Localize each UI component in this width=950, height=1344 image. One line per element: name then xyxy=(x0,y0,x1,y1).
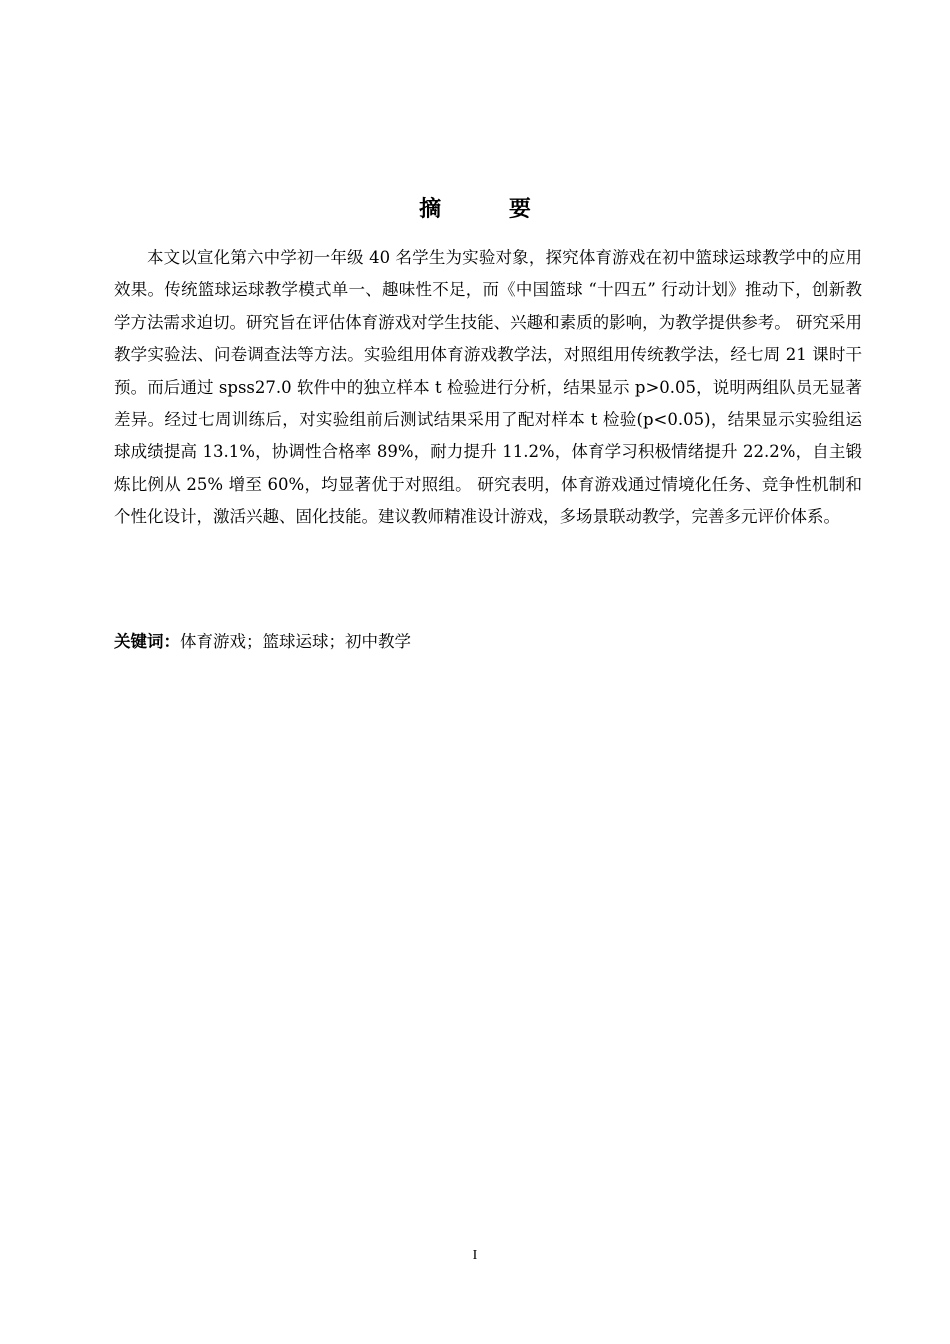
keywords-text: 体育游戏；篮球运球；初中教学 xyxy=(180,632,411,651)
abstract-paragraph: 本文以宣化第六中学初一年级 40 名学生为实验对象，探究体育游戏在初中篮球运球教学中的应用效果。传统篮球运球教学模式单一、趣味性不足，而《中国篮球 “十四五” 行动计划》推动下，创新教学方法需求迫切。研究旨在评估体育游戏对学生技能、兴趣和素质的影响，为教学提供参考。 研究采用教学实验法、问卷调查法等方法。实验组用体育游戏教学法，对照组用传统教学法，经七周 21 课时干预。而后通过 spss27.0 软件中的独立样本 t 检验进行分析，结果显示 p>0.05，说明两组队员无显著差异。经过七周训练后，对实验组前后测试结果采用了配对样本 t 检验(p<0.05)，结果显示实验组运球成绩提高 13.1%，协调性合格率 89%，耐力提升 11.2%，体育学习积极情绪提升 22.2%，自主锻炼比例从 25% 增至 60%，均显著优于对照组。 研究表明，体育游戏通过情境化任务、竞争性机制和个性化设计，激活兴趣、固化技能。建议教师精准设计游戏，多场景联动教学，完善多元评价体系。 xyxy=(114,248,862,527)
keywords-label: 关键词： xyxy=(114,632,180,651)
keywords-line xyxy=(114,627,862,657)
page-number: I xyxy=(472,1248,478,1263)
page-title: 摘 要 xyxy=(419,196,561,222)
